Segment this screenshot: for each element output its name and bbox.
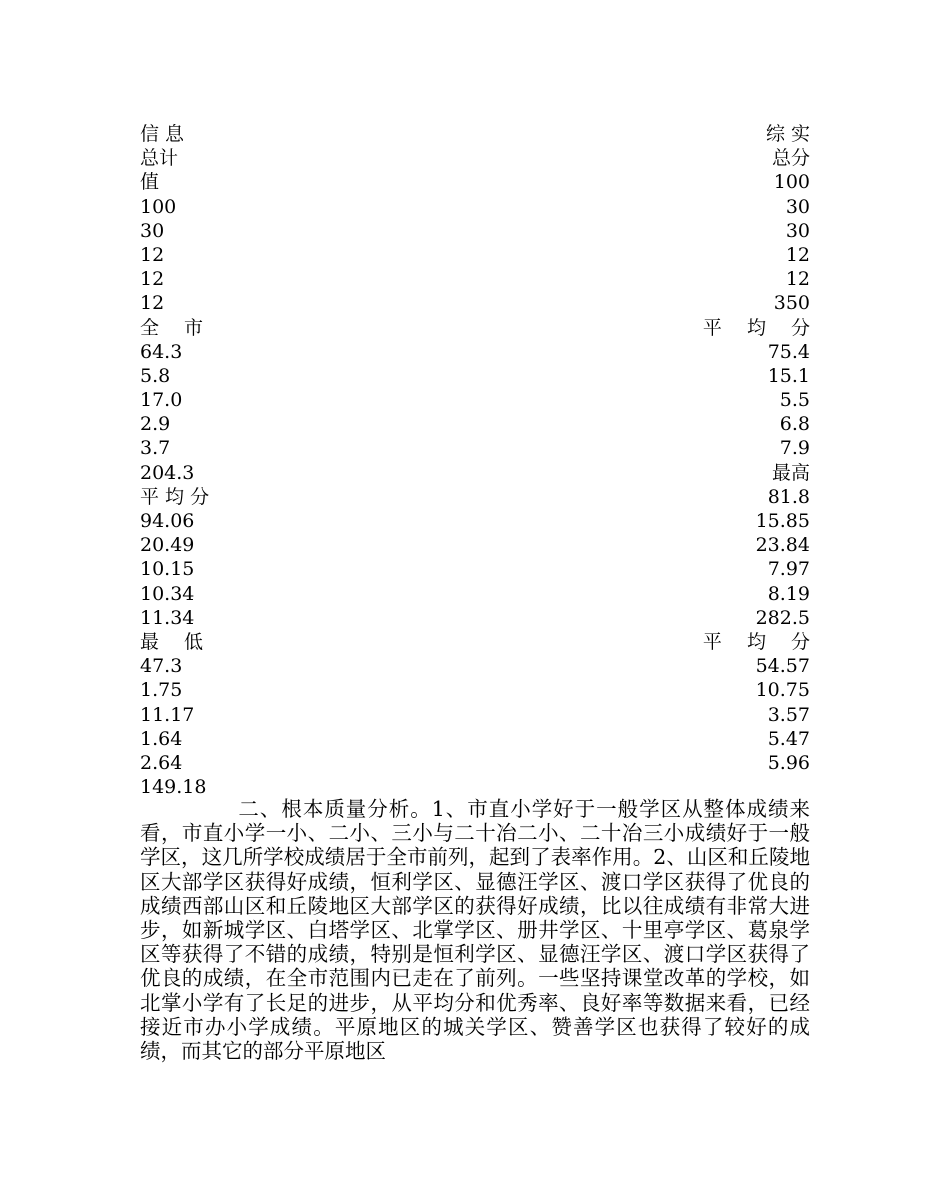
table-cell-right: 12 xyxy=(785,243,810,266)
table-row xyxy=(140,606,810,630)
table-cell-left: 平 均 分 xyxy=(140,485,210,508)
table-row xyxy=(140,243,810,267)
table-cell-right: 282.5 xyxy=(755,606,810,629)
table-cell-right: 100 xyxy=(773,171,810,194)
table-cell-left: 12 xyxy=(140,292,165,315)
table-cell-left: 30 xyxy=(140,219,165,242)
table-cell-left: 10.34 xyxy=(140,582,195,605)
table-cell-left: 64.3 xyxy=(140,340,183,363)
table-row xyxy=(140,654,810,678)
table-cell-left: 100 xyxy=(140,195,177,218)
table-cell-left: 5.8 xyxy=(140,364,171,387)
table-cell-right: 54.57 xyxy=(755,655,810,678)
table-row xyxy=(140,170,810,194)
table-row xyxy=(140,703,810,727)
table-cell-left: 2.64 xyxy=(140,751,183,774)
table-cell-right: 75.4 xyxy=(767,340,810,363)
table-cell-right: 总分 xyxy=(771,147,810,170)
table-cell-left: 47.3 xyxy=(140,655,183,678)
table-cell-right: 81.8 xyxy=(767,485,810,508)
table-row xyxy=(140,364,810,388)
table-cell-left: 20.49 xyxy=(140,534,195,557)
table-cell-left: 11.34 xyxy=(140,606,195,629)
table-row xyxy=(140,219,810,243)
table-cell-left: 12 xyxy=(140,243,165,266)
table-cell-right: 6.8 xyxy=(779,413,810,436)
table-cell-left: 总计 xyxy=(140,147,179,170)
table-cell-left: 17.0 xyxy=(140,389,183,412)
table-row xyxy=(140,122,810,146)
table-row xyxy=(140,146,810,170)
table-cell-right: 10.75 xyxy=(755,679,810,702)
table-row xyxy=(140,412,810,436)
table-cell-right: 15.1 xyxy=(767,364,810,387)
table-cell-right: 综 实 xyxy=(765,123,810,145)
table-row xyxy=(140,630,810,654)
table-cell-right: 最高 xyxy=(771,461,810,484)
table-cell-left: 149.18 xyxy=(140,776,207,799)
table-row xyxy=(140,436,810,460)
table-row xyxy=(140,195,810,219)
analysis-paragraph: 二、根本质量分析。1、市直小学好于一般学区从整体成绩来看，市直小学一小、二小、三小与二十冶二小、二十冶三小成绩好于一般学区，这几所学校成绩居于全市前列，起到了表率作用。2、山区和丘陵地区大部学区获得好成绩，恒利学区、显德汪学区、渡口学区获得了优良的成绩西部山区和丘陵地区大部学区的获得好成绩，比以往成绩有非常大进步，如新城学区、白塔学区、北掌学区、册井学区、十里亭学区、葛泉学区等获得了不错的成绩，特别是恒利学区、显德汪学区、渡口学区获得了优良的成绩，在全市范围内已走在了前列。一些坚持课堂改革的学校，如北掌小学有了长足的进步，从平均分和优秀率、良好率等数据来看，已经接近市办小学成绩。平原地区的城关学区、赞善学区也获得了较好的成绩，而其它的部分平原地区 xyxy=(140,797,810,1064)
table-cell-right: 30 xyxy=(785,219,810,242)
table-row xyxy=(140,388,810,412)
table-row xyxy=(140,678,810,702)
table-cell-left: 1.75 xyxy=(140,679,183,702)
table-cell-right: 5.47 xyxy=(767,727,810,750)
table-row xyxy=(140,316,810,340)
table-cell-right: 8.19 xyxy=(767,582,810,605)
table-row xyxy=(140,291,810,315)
table-cell-left: 204.3 xyxy=(140,461,195,484)
table-cell-right: 12 xyxy=(785,268,810,291)
table-row xyxy=(140,775,810,799)
table-row xyxy=(140,582,810,606)
table-cell-left: 94.06 xyxy=(140,510,195,532)
table-row xyxy=(140,267,810,291)
table-cell-left: 3.7 xyxy=(140,437,171,460)
table-cell-left: 11.17 xyxy=(140,703,195,726)
table-cell-right: 15.85 xyxy=(755,510,810,532)
table-cell-right: 23.84 xyxy=(755,534,810,557)
table-cell-left: 12 xyxy=(140,268,165,291)
table-row xyxy=(140,557,810,581)
table-cell-left: 最 低 xyxy=(140,630,204,653)
table-cell-left: 信 息 xyxy=(140,123,185,145)
table-row xyxy=(140,751,810,775)
table-cell-right: 3.57 xyxy=(767,703,810,726)
table-cell-right: 7.97 xyxy=(767,558,810,581)
table-cell-right: 平 均 分 xyxy=(702,316,810,339)
table-row xyxy=(140,485,810,509)
table-cell-right: 平 均 分 xyxy=(702,630,810,653)
table-row xyxy=(140,340,810,364)
table-cell-right: 30 xyxy=(785,195,810,218)
table-cell-right: 7.9 xyxy=(779,437,810,460)
table-row xyxy=(140,533,810,557)
table-cell-left: 全 市 xyxy=(140,316,204,339)
table-row xyxy=(140,727,810,751)
table-cell-right: 350 xyxy=(773,292,810,315)
score-table xyxy=(140,122,810,799)
table-cell-right: 5.96 xyxy=(767,751,810,774)
table-row xyxy=(140,509,810,533)
table-cell-left: 2.9 xyxy=(140,413,171,436)
table-cell-right: 5.5 xyxy=(779,389,810,412)
table-cell-left: 10.15 xyxy=(140,558,195,581)
table-row xyxy=(140,461,810,485)
table-cell-left: 1.64 xyxy=(140,727,183,750)
table-cell-left: 值 xyxy=(140,171,160,194)
